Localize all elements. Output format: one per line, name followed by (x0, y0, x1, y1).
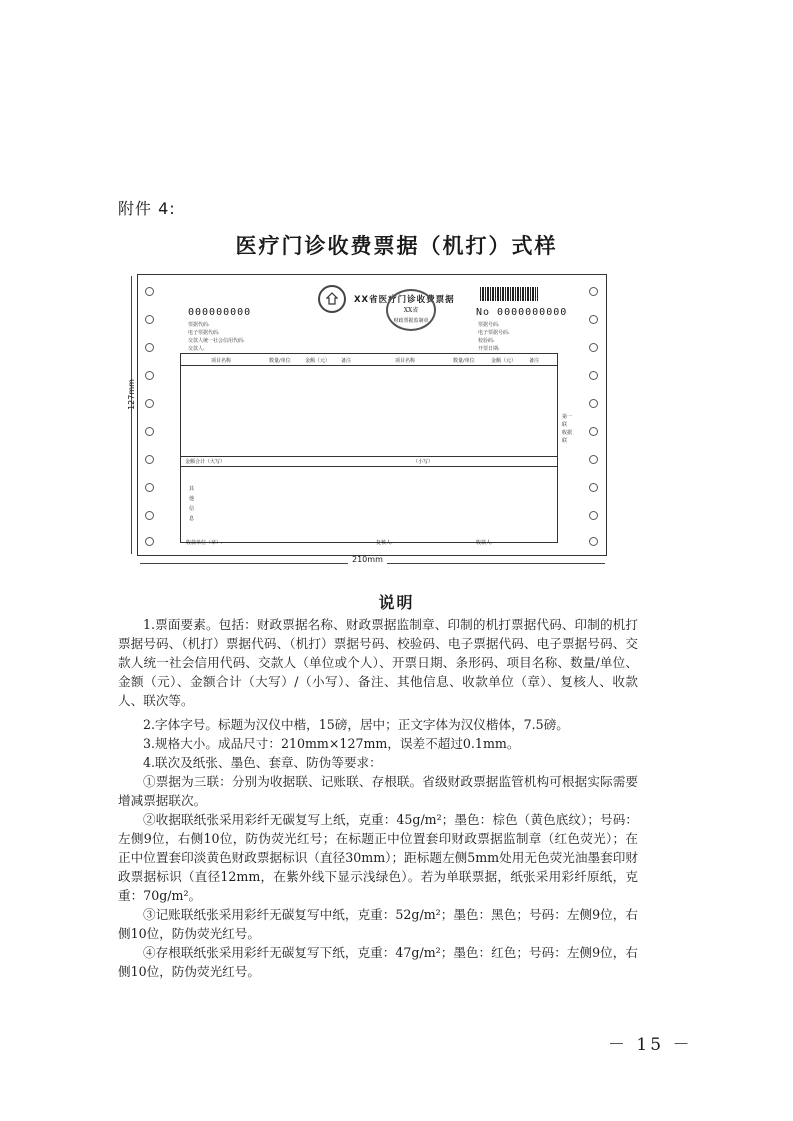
collector-label: 收款人: (476, 540, 493, 546)
receipt-number-left: 000000000 (188, 307, 252, 318)
perforation-hole (145, 343, 154, 352)
document-title: 医疗门诊收费票据（机打）式样 (235, 234, 558, 258)
field-label: 电子票据号码: (478, 330, 510, 336)
height-dimension-line (131, 276, 132, 554)
column-header: 数量/单位 (453, 358, 475, 364)
field-label: 票据代码: (188, 322, 210, 328)
reviewer-label: 复核人: (376, 540, 393, 546)
perforation-hole (145, 399, 154, 408)
column-header: 备注 (529, 358, 540, 364)
field-label: 票据号码: (478, 322, 500, 328)
table-column-headers (181, 354, 557, 366)
supervision-stamp (386, 289, 436, 331)
national-emblem-seal (318, 285, 346, 313)
field-label: 开票日期: (478, 346, 500, 352)
perforation-hole (589, 287, 598, 296)
paragraph-text: 4.联次及纸张、墨色、套章、防伪等要求： (143, 755, 382, 770)
column-header: 金额（元） (491, 358, 517, 364)
receipt-item-table (180, 353, 558, 543)
explanation-title: 说明 (378, 593, 415, 612)
column-header: 数量/单位 (269, 358, 291, 364)
field-label: 校验码: (478, 338, 495, 344)
perforation-right (586, 275, 602, 555)
perforation-hole (589, 343, 598, 352)
stamp-province: XX省 (403, 307, 419, 314)
explanation-paragraph (118, 753, 638, 772)
barcode (480, 287, 538, 301)
receipt-number-right: No 0000000000 (476, 307, 568, 318)
left-field-list (188, 321, 245, 353)
receipt-footer (186, 539, 566, 549)
perforation-hole (589, 399, 598, 408)
paragraph-text: 2.字体字号。标题为汉仪中楷，15磅，居中；正文字体为汉仪楷体，7.5磅。 (143, 717, 569, 732)
right-field-list (478, 321, 510, 353)
attachment-label: 附件 4: (118, 199, 176, 218)
perforation-hole (145, 511, 154, 520)
perforation-hole (589, 371, 598, 380)
explanation-paragraph (118, 772, 638, 810)
stamp-label: 财政票据监制章 (393, 318, 429, 324)
column-header: 备注 (341, 358, 352, 364)
paragraph-text: ①票据为三联：分别为收据联、记账联、存根联。省级财政票据监管机构可根据实际需要增减票据联次。 (118, 774, 638, 808)
total-divider (181, 456, 557, 457)
paragraph-text: 3.规格大小。成品尺寸：210mm×127mm，误差不超过0.1mm。 (143, 736, 520, 751)
perforation-hole (589, 455, 598, 464)
column-header: 项目名称 (395, 358, 416, 364)
explanation-paragraph (118, 734, 638, 753)
perforation-hole (589, 427, 598, 436)
total-lowercase-label: （小写） (413, 459, 434, 465)
other-info-label: 其他信息 (189, 486, 195, 522)
paragraph-text: ④存根联纸张采用彩纤无碳复写下纸，克重：47g/m²；墨色：红色；号码：左侧9位，右侧10位，防伪荧光红号。 (118, 945, 638, 979)
paragraph-text: ③记账联纸张采用彩纤无碳复写中纸，克重：52g/m²；墨色：黑色；号码：左侧9位，右侧10位，防伪荧光红号。 (118, 907, 638, 941)
perforation-hole (145, 315, 154, 324)
receipt-sample (137, 274, 607, 556)
perforation-hole (145, 427, 154, 436)
field-label: 电子票据代码: (188, 330, 220, 336)
total-uppercase-label: 金额合计（大写） (185, 459, 226, 465)
field-label: 交款人统一社会信用代码: (188, 338, 245, 344)
column-header: 项目名称 (211, 358, 232, 364)
receipt-body (178, 283, 573, 551)
page-number: － 15 － (608, 1035, 693, 1055)
width-dimension-label: 210mm (348, 555, 387, 564)
perforation-hole (589, 537, 598, 546)
perforation-left (142, 275, 158, 555)
field-label: 交款人: (188, 346, 205, 352)
column-header: 金额（元） (305, 358, 331, 364)
explanation-paragraph (118, 810, 638, 905)
perforation-hole (145, 537, 154, 546)
perforation-hole (145, 483, 154, 492)
perforation-hole (589, 511, 598, 520)
perforation-hole (145, 371, 154, 380)
copy-side-label: 第一联 收据联 (562, 414, 573, 444)
explanation-paragraph (118, 905, 638, 943)
payee-label: 收款单位（章）: (186, 540, 223, 546)
height-dimension-label: 127mm (126, 379, 136, 410)
perforation-hole (589, 315, 598, 324)
perforation-hole (145, 287, 154, 296)
paragraph-text: ②收据联纸张采用彩纤无碳复写上纸，克重：45g/m²；墨色：棕色（黄色底纹）；号码：左侧9位，右侧10位，防伪荧光红号；在标题正中位置套印财政票据监制章（红色荧光）；在正中位置套印淡黄色财政票据标识（直径30mm）；距标题左侧5mm处用无色荧光油墨套印财政票据标识（直径12mm，在紫外线下显示浅绿色）。若为单联票据，纸张采用彩纤原纸，克重：70g/m²。 (118, 812, 638, 903)
explanation-paragraph (118, 615, 638, 710)
perforation-hole (145, 455, 154, 464)
explanation-paragraph (118, 715, 638, 734)
explanation-paragraph (118, 943, 638, 981)
perforation-hole (589, 483, 598, 492)
notes-divider (181, 466, 557, 467)
receipt-name: XX省医疗门诊收费票据 (354, 295, 455, 305)
paragraph-text: 1.票面要素。包括：财政票据名称、财政票据监制章、印制的机打票据代码、印制的机打票据号码、（机打）票据代码、（机打）票据号码、校验码、电子票据代码、电子票据号码、交款人统一社会信用代码、交款人（单位或个人）、开票日期、条形码、项目名称、数量/单位、金额（元）、金额合计（大写）/（小写）、备注、其他信息、收款单位（章）、复核人、收款人、联次等。 (118, 617, 638, 708)
emblem-icon (326, 292, 338, 306)
